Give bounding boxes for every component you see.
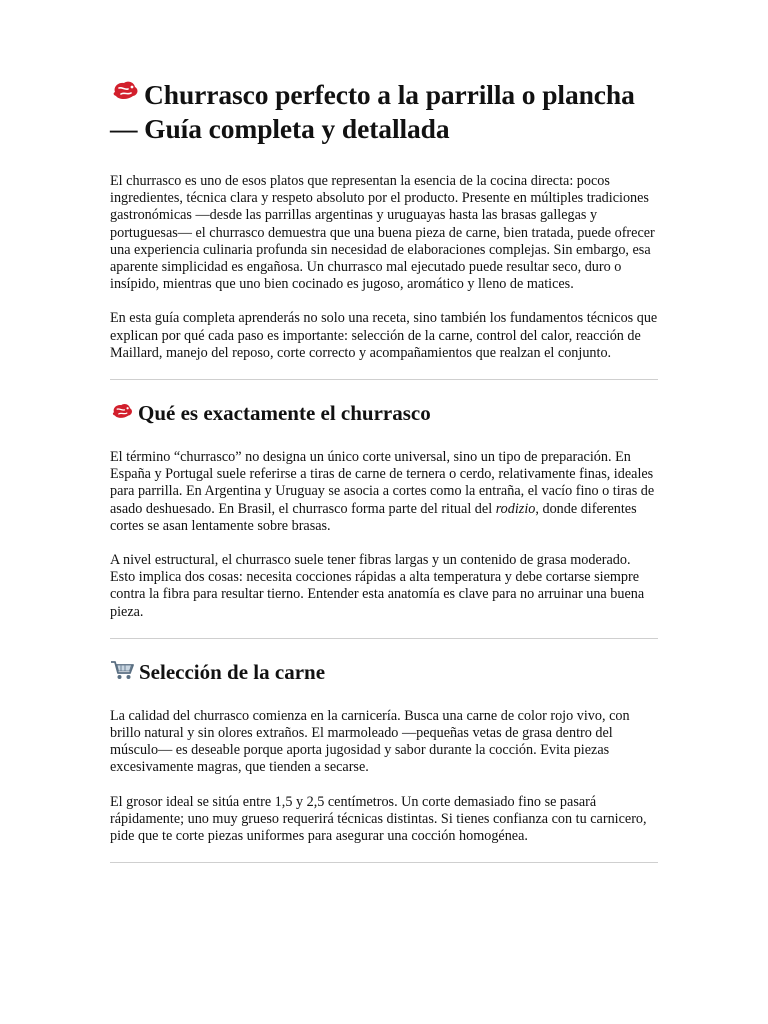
section1-paragraph-1 <box>110 449 658 535</box>
document-page <box>110 78 658 883</box>
shopping-cart-icon <box>110 660 135 687</box>
section-heading-text: Selección de la carne <box>139 659 326 684</box>
page-title-text: Churrasco perfecto a la parrilla o plancha — Guía completa y detallada <box>110 79 635 144</box>
page-title <box>110 78 658 146</box>
intro-paragraph-1: El churrasco es uno de esos platos que representan la esencia de la cocina directa: pocos ingredientes, técnica clara y respeto absoluto por el producto. Presente en múltiples tradiciones gastronómicas —desde las parrillas argentinas y uruguayas hasta las brasas gallegas y portuguesas— el churrasco demuestra que una buena pieza de carne, bien tratada, puede ofrecer una experiencia culinaria profunda sin necesidad de elaboraciones complejas. Sin embargo, esa aparente simplicidad es engañosa. Un churrasco mal ejecutado puede resultar seco, duro o insípido, mientras que uno bien cocinado es jugoso, aromático y lleno de matices. <box>110 173 655 293</box>
section-divider <box>110 862 658 863</box>
section-divider <box>110 638 658 639</box>
paragraph-text: El término “churrasco” no designa un único corte universal, sino un tipo de preparación. En España y Portugal suele referirse a tiras de carne de ternera o cerdo, relativamente finas, ideales para parrilla. En Argentina y Uruguay se asocia a cortes como la entraña, el vacío fino o tiras de asado deshuesado. En Brasil, el churrasco forma parte del ritual del <box>110 449 655 517</box>
section-heading-text: Qué es exactamente el churrasco <box>138 401 431 426</box>
section-divider <box>110 379 658 380</box>
section2-paragraph-2: El grosor ideal se sitúa entre 1,5 y 2,5 centímetros. Un corte demasiado fino se pasará rápidamente; uno muy grueso requerirá técnicas distintas. Si tienes confianza con tu carnicero, pide que te corte piezas uniformes para asegurar una cocción homogénea. <box>110 793 647 845</box>
section1-paragraph-2: A nivel estructural, el churrasco suele tener fibras largas y un contenido de grasa moderado. Esto implica dos cosas: necesita cocciones rápidas a alta temperatura y debe cortarse siempre contra la fibra para resultar tierno. Entender esta anatomía es clave para no arruinar una buena pieza. <box>110 552 645 620</box>
section-heading-churrasco <box>110 400 658 428</box>
section-heading-seleccion <box>110 659 658 687</box>
section2-paragraph-1: La calidad del churrasco comienza en la carnicería. Busca una carne de color rojo vivo, con brillo natural y sin olores extraños. El marmoleado —pequeñas vetas de grasa dentro del músculo— es deseable porque aporta jugosidad y sabor durante la cocción. Evita piezas excesivamente magras, que tienden a secarse. <box>110 707 630 776</box>
meat-icon <box>110 401 134 428</box>
paragraph-text: , donde diferentes cortes se asan lentamente sobre brasas. <box>110 500 637 534</box>
meat-icon <box>110 78 140 112</box>
intro-paragraph-2: En esta guía completa aprenderás no solo una receta, sino también los fundamentos técnicos que explican por qué cada paso es importante: selección de la carne, control del calor, reacción de Maillard, manejo del reposo, corte correcto y acompañamientos que realzan el conjunto. <box>110 310 658 361</box>
italic-term: rodizio <box>495 500 536 517</box>
